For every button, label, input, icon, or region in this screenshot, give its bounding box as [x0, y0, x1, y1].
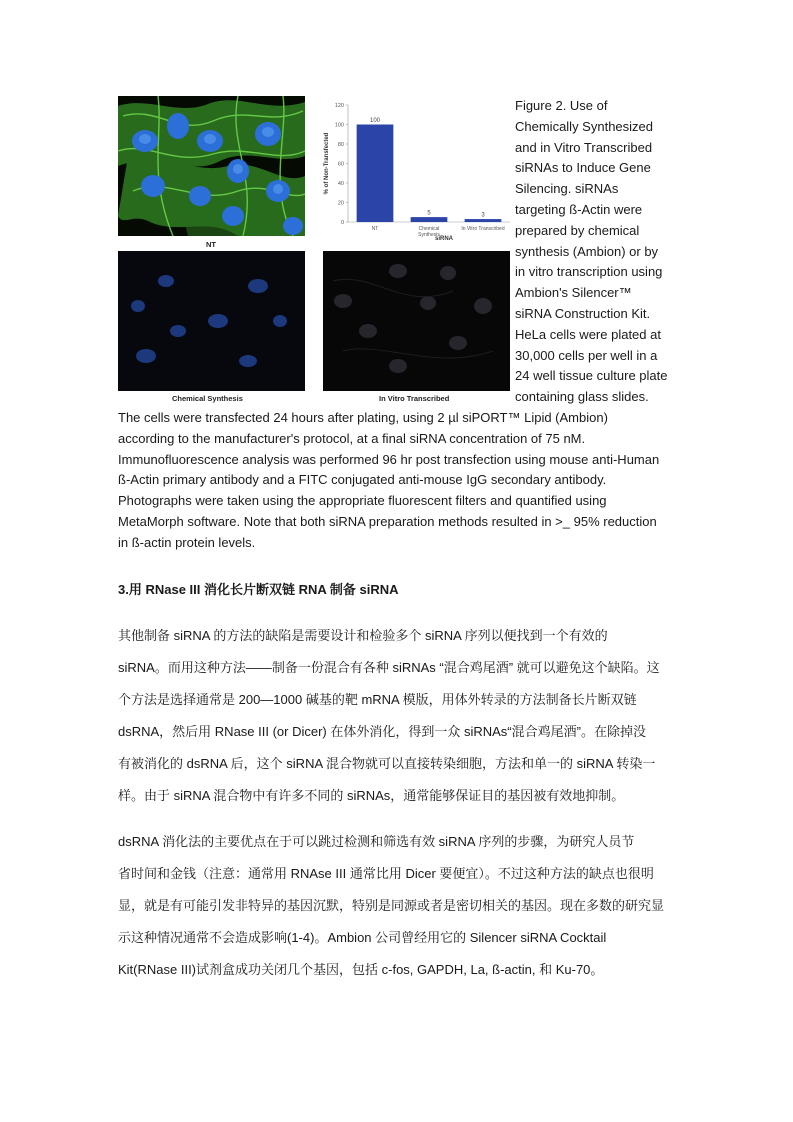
y-tick-label: 80 — [337, 142, 344, 148]
caption-side-line: prepared by chemical — [515, 222, 640, 238]
x-tick-label: Synthesis — [418, 232, 440, 238]
nt-panel-label: NT — [206, 240, 216, 249]
y-tick-label: 20 — [337, 200, 344, 207]
caption-full-line: in ß-actin protein levels. — [118, 534, 256, 550]
silencing-bar-chart — [318, 99, 518, 245]
section-heading: 3.用 RNase III 消化长片断双链 RNA 制备 siRNA — [118, 582, 399, 597]
chemical-synthesis-micrograph — [118, 251, 305, 391]
paragraph-line: Kit(RNase III)试剂盒成功关闭几个基因，包括 c-fos, GAPDH, La, ß-actin, 和 Ku-70。 — [118, 962, 604, 977]
caption-full-line: The cells were transfected 24 hours after plating, using 2 µl siPORT™ Lipid (Ambion) — [118, 410, 608, 425]
caption-side-line: siRNA Construction Kit. — [515, 305, 651, 321]
y-tick-label: 120 — [334, 103, 344, 109]
paragraph-line: dsRNA，然后用 RNase III (or Dicer) 在体外消化，得到一众 siRNAs“混合鸡尾酒”。在除掉没 — [118, 724, 646, 739]
caption-side-line: targeting ß-Actin were — [515, 201, 643, 217]
bar-value-label: 5 — [427, 210, 431, 217]
paragraph-line: 个方法是选择通常是 200—1000 碱基的靶 mRNA 模版，用体外转录的方法制备长片断双链 — [118, 692, 637, 707]
chemical-synthesis-panel-label: Chemical Synthesis — [172, 394, 243, 403]
caption-side-line: Ambion's Silencer™ — [515, 285, 632, 301]
y-tick-label: 40 — [337, 181, 344, 187]
y-axis-title: % of Non-Transfected — [324, 132, 330, 195]
paragraph-line: 其他制备 siRNA 的方法的缺陷是需要设计和检验多个 siRNA 序列以便找到一个有效的 — [118, 628, 608, 643]
in-vitro-transcribed-micrograph — [323, 251, 510, 391]
x-tick-label: NT — [371, 226, 379, 232]
x-tick-label: In Vitro Transcribed — [461, 226, 505, 232]
paragraph-line: 示这种情况通常不会造成影响(1-4)。Ambion 公司曾经用它的 Silencer siRNA Cocktail — [118, 930, 607, 945]
caption-full-line: MetaMorph software. Note that both siRNA preparation methods resulted in >_ 95% reduction — [118, 513, 657, 529]
x-axis-title: siRNA — [434, 236, 454, 242]
caption-full-line: according to the manufacturer's protocol, at a final siRNA concentration of 75 nM. — [118, 430, 586, 446]
figure-caption-side — [515, 96, 685, 408]
bar-0 — [357, 125, 394, 223]
paragraph-line: siRNA。而用这种方法——制备一份混合有各种 siRNAs “混合鸡尾酒” 就可以避免这个缺陷。这 — [118, 660, 660, 675]
paragraph-line: 省时间和金钱（注意：通常用 RNAse III 通常比用 Dicer 要便宜）。不过这种方法的缺点也很明 — [118, 866, 654, 881]
caption-full-line: ß-Actin primary antibody and a FITC conjugated anti-mouse IgG secondary antibody. — [118, 472, 607, 488]
caption-side-line: containing glass slides. — [515, 389, 649, 405]
caption-side-line: HeLa cells were plated at — [515, 326, 661, 342]
caption-full-line: Immunofluorescence analysis was performed 96 hr post transfection using mouse anti-Human — [118, 451, 660, 467]
paragraph-line: 有被消化的 dsRNA 后，这个 siRNA 混合物就可以直接转染细胞，方法和单一的 siRNA 转染一 — [118, 756, 656, 771]
caption-side-line: synthesis (Ambion) or by — [515, 243, 659, 259]
paragraph-line: 样。由于 siRNA 混合物中有许多不同的 siRNAs，通常能够保证目的基因被有效地抑制。 — [118, 788, 625, 803]
caption-side-line: 30,000 cells per well in a — [515, 347, 658, 363]
bar-value-label: 100 — [369, 118, 381, 124]
y-tick-label: 0 — [340, 220, 344, 226]
caption-full-line: Photographs were taken using the appropriate fluorescent filters and quantified using — [118, 493, 607, 509]
paragraph-line: dsRNA 消化法的主要优点在于可以跳过检测和筛选有效 siRNA 序列的步骤，为研究人员节 — [118, 834, 635, 849]
caption-side-line: 24 well tissue culture plate — [515, 368, 668, 384]
caption-side-line: Figure 2. Use of — [515, 98, 608, 113]
figure-caption-full — [118, 408, 683, 554]
nt-micrograph — [118, 96, 305, 236]
bar-2 — [465, 219, 502, 222]
caption-side-line: Silencing. siRNAs — [515, 181, 619, 197]
caption-side-line: and in Vitro Transcribed — [515, 139, 653, 155]
bar-value-label: 3 — [481, 212, 485, 219]
paragraph-line: 显，就是有可能引发非特异的基因沉默，特别是同源或者是密切相关的基因。现在多数的研究显 — [118, 898, 665, 913]
paragraph-2 — [118, 832, 678, 992]
paragraph-1 — [118, 626, 678, 818]
y-tick-label: 100 — [334, 122, 344, 129]
in-vitro-transcribed-panel-label: In Vitro Transcribed — [379, 394, 450, 403]
y-tick-label: 60 — [337, 161, 344, 168]
bar-1 — [411, 217, 448, 222]
caption-side-line: Chemically Synthesized — [515, 118, 654, 134]
x-tick-label: Chemical — [418, 226, 440, 232]
caption-side-line: siRNAs to Induce Gene — [515, 160, 651, 176]
caption-side-line: in vitro transcription using — [515, 264, 663, 280]
